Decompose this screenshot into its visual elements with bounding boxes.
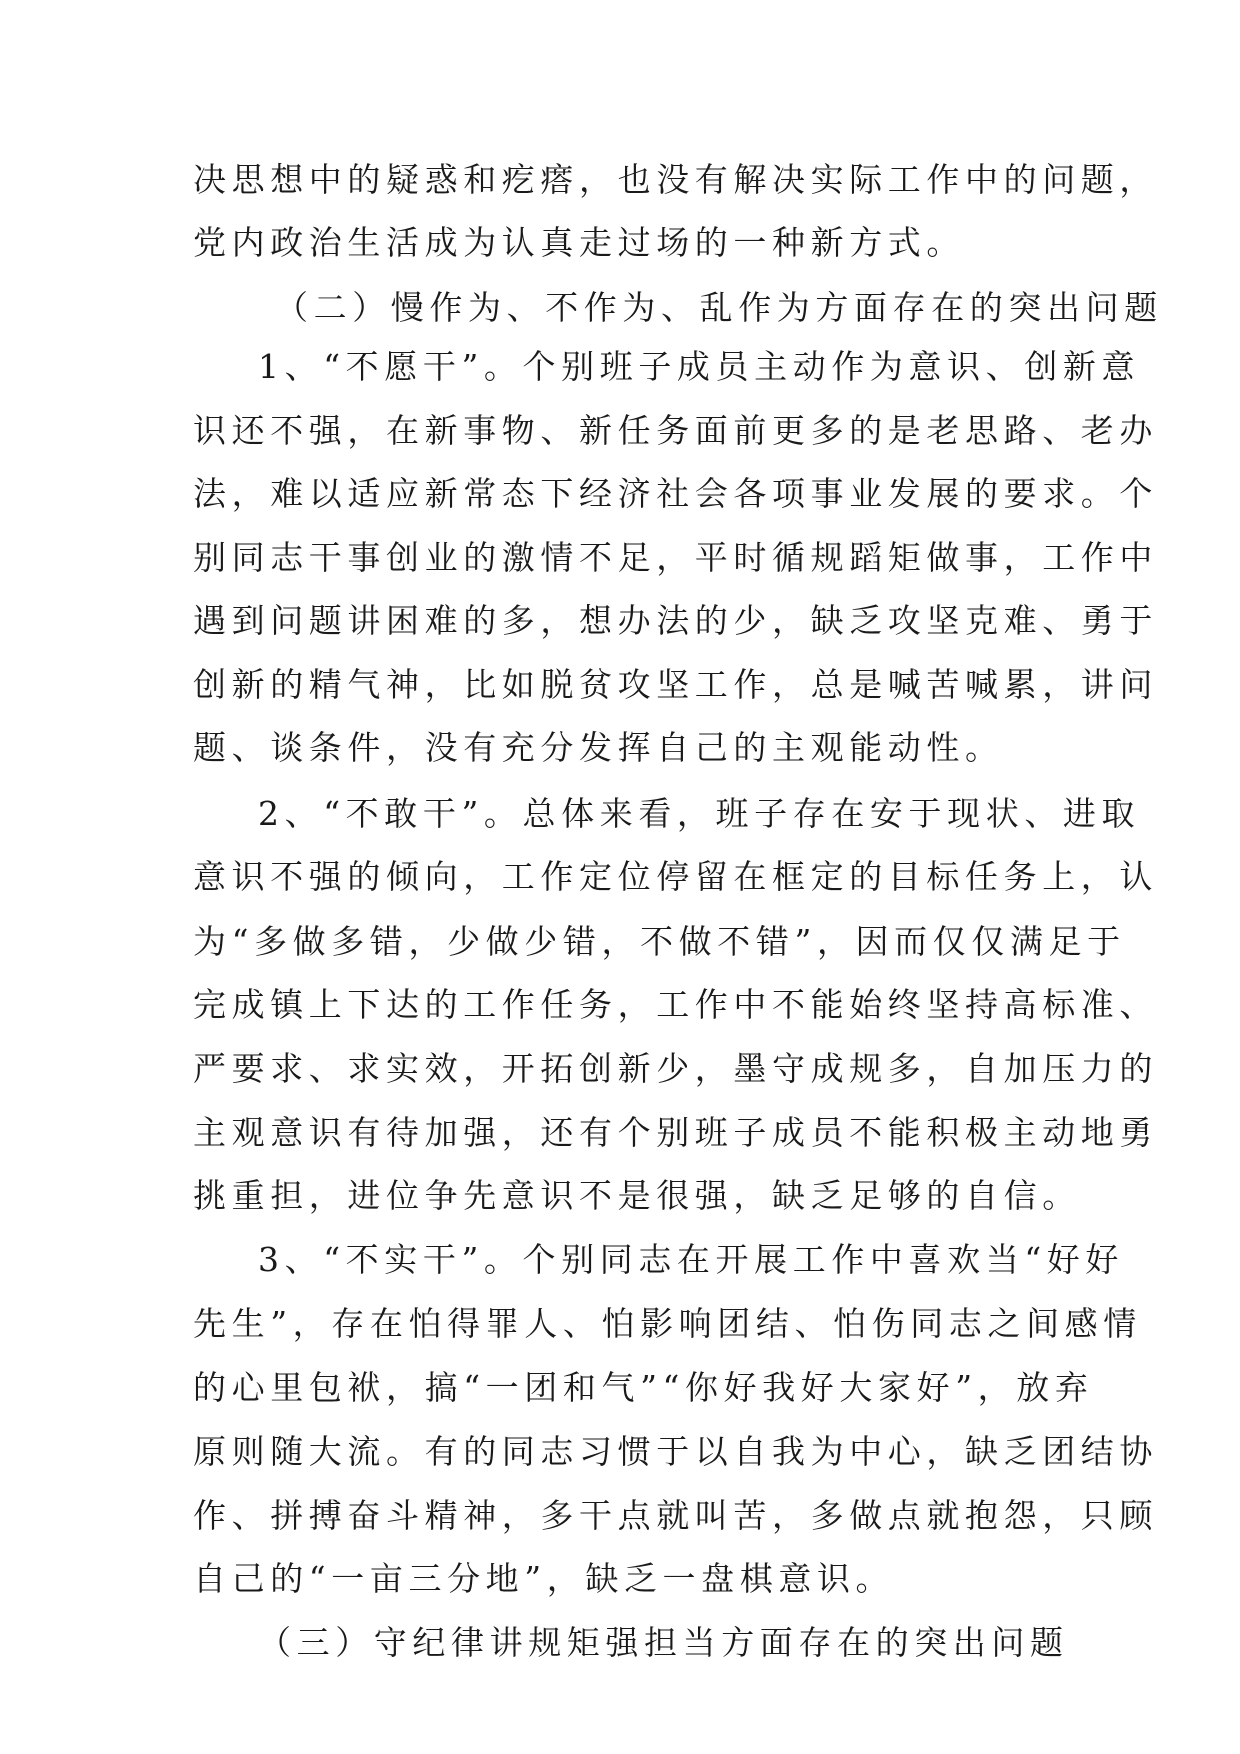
text-line: 自己的“一亩三分地”，缺乏一盘棋意识。: [193, 1559, 895, 1598]
text-line: 主观意识有待加强，还有个别班子成员不能积极主动地勇: [193, 1113, 1158, 1152]
text-line: 识还不强，在新事物、新任务面前更多的是老思路、老办: [193, 411, 1158, 450]
section-heading: （三）守纪律讲规矩强担当方面存在的突出问题: [258, 1623, 1069, 1662]
text-line: 法，难以适应新常态下经济社会各项事业发展的要求。个: [193, 474, 1158, 513]
text-line: 的心里包袱，搞“一团和气”“你好我好大家好”，放弃: [193, 1368, 1094, 1407]
text-line: 完成镇上下达的工作任务，工作中不能始终坚持高标准、: [193, 985, 1158, 1024]
text-line: 原则随大流。有的同志习惯于以自我为中心，缺乏团结协: [193, 1432, 1158, 1471]
text-line: 严要求、求实效，开拓创新少，墨守成规多，自加压力的: [193, 1049, 1158, 1088]
text-line: 挑重担，进位争先意识不是很强，缺乏足够的自信。: [193, 1176, 1081, 1215]
text-line: 创新的精气神，比如脱贫攻坚工作，总是喊苦喊累，讲问: [193, 665, 1158, 704]
text-line: 题、谈条件，没有充分发挥自己的主观能动性。: [193, 728, 1004, 767]
text-line: 1、“不愿干”。个别班子成员主动作为意识、创新意: [258, 347, 1141, 386]
text-line: 意识不强的倾向，工作定位停留在框定的目标任务上，认: [193, 857, 1158, 896]
section-heading: （二）慢作为、不作为、乱作为方面存在的突出问题: [275, 288, 1163, 327]
text-line: 别同志干事创业的激情不足，平时循规蹈矩做事，工作中: [193, 538, 1158, 577]
text-line: 党内政治生活成为认真走过场的一种新方式。: [193, 223, 965, 262]
text-line: 决思想中的疑惑和疙瘩，也没有解决实际工作中的问题，: [193, 160, 1158, 199]
text-line: 为“多做多错，少做少错，不做不错”，因而仅仅满足于: [193, 922, 1126, 961]
text-line: 2、“不敢干”。总体来看，班子存在安于现状、进取: [258, 794, 1141, 833]
text-line: 遇到问题讲困难的多，想办法的少，缺乏攻坚克难、勇于: [193, 601, 1158, 640]
text-line: 3、“不实干”。个别同志在开展工作中喜欢当“好好: [258, 1240, 1125, 1279]
text-line: 作、拼搏奋斗精神，多干点就叫苦，多做点就抱怨，只顾: [193, 1496, 1158, 1535]
text-line: 先生”，存在怕得罪人、怕影响团结、怕伤同志之间感情: [193, 1304, 1142, 1343]
